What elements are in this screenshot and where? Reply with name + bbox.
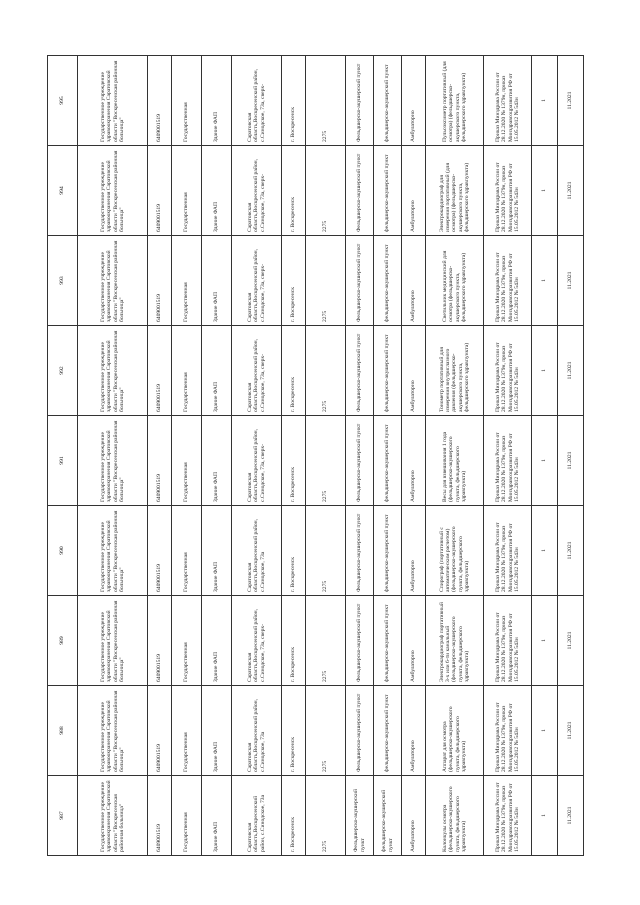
table-row: [148, 56, 172, 856]
table-cell: Приказ Минздрава России от 28.12.2020 № 1379н, приказ Минздравсоцразвития РФ от 15.05.2012 № 543н: [484, 326, 532, 416]
table-cell: Здание ФАП: [202, 506, 232, 596]
table-cell: 1: [532, 596, 558, 686]
table-cell: Саратовская область,Воскресенский район, с.Синодское, 73а: [232, 776, 282, 856]
table-cell: Государственная: [172, 416, 202, 506]
table-cell: Фельдшерско-акушерский пункт: [346, 776, 374, 856]
table-cell: г. Воскресенск: [282, 56, 306, 146]
table-cell: Колонкулы осмотра (фельдшерско-акушерского пункта, фельдшерского здравпункта): [426, 776, 484, 856]
table-row: [282, 56, 306, 856]
table-cell: 990: [48, 506, 78, 596]
table-cell: 2275: [306, 506, 346, 596]
table-row: [484, 56, 532, 856]
table-cell: Приказ Минздрава России от 28.12.2020 № 1379н, приказ Минздравсоцразвития РФ от 15.05.2012 № 543н: [484, 506, 532, 596]
table-row: [306, 56, 346, 856]
table-cell: г. Воскресенск: [282, 236, 306, 326]
table-cell: 1: [532, 56, 558, 146]
table-row: [532, 56, 558, 856]
table-cell: Тонометр портативный для измерения внутриглазного давления (фельдшерско-акушерского пункта, фельдшерского здравпункта): [426, 326, 484, 416]
table-row: [426, 56, 484, 856]
table-row: [232, 56, 282, 856]
table-cell: Здание ФАП: [202, 596, 232, 686]
table-cell: Здание ФАП: [202, 236, 232, 326]
table-cell: Фельдшерско-акушерский пункт: [346, 506, 374, 596]
table-cell: 991: [48, 416, 78, 506]
table-row: [172, 56, 202, 856]
table-cell: Здание ФАП: [202, 326, 232, 416]
table-cell: фельдшерско-акушерский пункт: [374, 506, 402, 596]
table-cell: Амбулаторно: [402, 56, 426, 146]
table-cell: Саратовская область,Воскресенский район, с.Синодское, 73а, сверх-: [232, 146, 282, 236]
rotated-table-wrapper: [47, 56, 583, 856]
table-cell: Фельдшерско-акушерский пункт: [346, 416, 374, 506]
table-cell: 6409001519: [148, 506, 172, 596]
table-cell: Фельдшерско-акушерский пункт: [346, 596, 374, 686]
table-cell: Светильник медицинский для осмотра (фельдшерско-акушерского пункта, фельдшерского здравпункта): [426, 236, 484, 326]
table-cell: Государственное учреждение здравоохранения Саратовской области "Воскресенская районная больница": [78, 686, 148, 776]
table-cell: г. Воскресенск: [282, 146, 306, 236]
table-cell: 6409001519: [148, 326, 172, 416]
table-cell: 994: [48, 146, 78, 236]
table-cell: фельдшерско-акушерский пункт: [374, 686, 402, 776]
table-cell: Государственное учреждение здравоохранения Саратовской области "Воскресенская районная больница": [78, 326, 148, 416]
table-cell: 1: [532, 236, 558, 326]
table-cell: Приказ Минздрава России от 28.12.2020 № 1379н, приказ Минздравсоцразвития РФ от 15.05.2012 № 543н: [484, 146, 532, 236]
table-cell: Приказ Минздрава России от 28.12.2020 № 1379н, приказ Минздравсоцразвития РФ от 15.05.2012 № 543н: [484, 686, 532, 776]
table-cell: 1: [532, 416, 558, 506]
table-cell: Фельдшерско-акушерский пункт: [346, 686, 374, 776]
table-cell: 11.2021: [558, 326, 584, 416]
table-cell: Приказ Минздрава России от 28.12.2020 № 1379н, приказ Минздравсоцразвития РФ от 15.05.2012 № 543н: [484, 776, 532, 856]
table-cell: Амбулаторно: [402, 146, 426, 236]
table-row: [48, 56, 78, 856]
table-cell: Государственная: [172, 326, 202, 416]
table-cell: фельдшерско-акушерский пункт: [374, 416, 402, 506]
table-cell: 1: [532, 686, 558, 776]
table-cell: Здание ФАП: [202, 686, 232, 776]
table-cell: Пульсоксиметр портативный (для осмотра) (фельдшерско-акушерского пункта, фельдшерского здравпункта): [426, 56, 484, 146]
table-cell: Приказ Минздрава России от 28.12.2020 № 1379н, приказ Минздравсоцразвития РФ от 15.05.2012 № 543н: [484, 56, 532, 146]
table-cell: 11.2021: [558, 146, 584, 236]
table-cell: фельдшерско-акушерский пункт: [374, 596, 402, 686]
table-cell: 6409001519: [148, 56, 172, 146]
table-cell: Государственное учреждение здравоохранения Саратовской области "Воскресенская районная больница": [78, 506, 148, 596]
table-cell: Государственное учреждение здравоохранения Саратовской области "Воскресенская районная больница": [78, 236, 148, 326]
table-cell: 993: [48, 236, 78, 326]
table-cell: 2275: [306, 776, 346, 856]
table-cell: Амбулаторно: [402, 236, 426, 326]
table-cell: Фельдшерско-акушерский пункт: [346, 326, 374, 416]
table-cell: 2275: [306, 596, 346, 686]
table-cell: фельдшерско-акушерский пункт: [374, 326, 402, 416]
table-cell: Фельдшерско-акушерский пункт: [346, 236, 374, 326]
table-cell: 1: [532, 326, 558, 416]
table-cell: Государственное учреждение здравоохранения Саратовской области "Воскресенская районная больница": [78, 416, 148, 506]
table-cell: Электрокардиограф портативный 3-х или 6-ти канальный (фельдшерско-акушерского пункта, фельдшерского здравпункта): [426, 596, 484, 686]
table-cell: Электрокардиограф для измерения портативный (для осмотра) (фельдшерско-акушерского пункта, фельдшерского здравпункта): [426, 146, 484, 236]
table-row: [202, 56, 232, 856]
table-cell: Государственное учреждение здравоохранения Саратовской области "Воскресенская районная больница": [78, 596, 148, 686]
table-cell: Саратовская область,Воскресенский район, с.Синодское, 73а, сверх-: [232, 416, 282, 506]
table-cell: Приказ Минздрава России от 28.12.2020 № 1379н, приказ Минздравсоцразвития РФ от 15.05.2012 № 543н: [484, 416, 532, 506]
table-cell: Государственная: [172, 596, 202, 686]
table-cell: Государственное учреждение здравоохранения Саратовской области "Воскресенская районная больница": [78, 776, 148, 856]
table-cell: 11.2021: [558, 56, 584, 146]
table-cell: 6409001519: [148, 146, 172, 236]
table-cell: 989: [48, 596, 78, 686]
equipment-table: [47, 55, 584, 856]
table-cell: 6409001519: [148, 236, 172, 326]
table-cell: Фельдшерско-акушерский пункт: [346, 56, 374, 146]
table-cell: г. Воскресенск: [282, 416, 306, 506]
table-row: [346, 56, 374, 856]
table-cell: 2275: [306, 236, 346, 326]
table-cell: Государственное учреждение здравоохранения Саратовской области "Воскресенская районная больница": [78, 56, 148, 146]
table-cell: Саратовская область,Воскресенский район, с.Синодское, 73а, сверх-: [232, 326, 282, 416]
table-cell: Здание ФАП: [202, 146, 232, 236]
table-cell: Саратовская область,Воскресенский район, с.Синодское, 73а, сверх-: [232, 596, 282, 686]
table-cell: г. Воскресенск: [282, 686, 306, 776]
table-cell: 6409001519: [148, 596, 172, 686]
table-cell: 1: [532, 776, 558, 856]
table-cell: Государственная: [172, 506, 202, 596]
table-cell: Приказ Минздрава России от 28.12.2020 № 1379н, приказ Минздравсоцразвития РФ от 15.05.2012 № 543н: [484, 596, 532, 686]
table-cell: Амбулаторно: [402, 416, 426, 506]
table-cell: Государственная: [172, 236, 202, 326]
table-cell: Государственная: [172, 56, 202, 146]
table-cell: Здание ФАП: [202, 56, 232, 146]
table-cell: 2275: [306, 56, 346, 146]
table-cell: 11.2021: [558, 596, 584, 686]
table-cell: фельдшерско-акушерский пункт: [374, 776, 402, 856]
table-cell: Амбулаторно: [402, 596, 426, 686]
table-row: [402, 56, 426, 856]
table-row: [374, 56, 402, 856]
table-cell: 6409001519: [148, 686, 172, 776]
table-cell: 2275: [306, 326, 346, 416]
table-cell: 11.2021: [558, 686, 584, 776]
table-cell: г. Воскресенск: [282, 596, 306, 686]
table-cell: 11.2021: [558, 416, 584, 506]
table-cell: Саратовская область,Воскресенский район, с.Синодское, 73а, сверх-: [232, 56, 282, 146]
table-cell: 2275: [306, 146, 346, 236]
table-cell: 992: [48, 326, 78, 416]
table-cell: Амбулаторно: [402, 506, 426, 596]
table-cell: Амбулаторно: [402, 686, 426, 776]
table-cell: 1: [532, 506, 558, 596]
table-cell: Приказ Минздрава России от 28.12.2020 № 1379н, приказ Минздравсоцразвития РФ от 15.05.2012 № 543н: [484, 236, 532, 326]
table-cell: Здание ФАП: [202, 776, 232, 856]
table-cell: Государственное учреждение здравоохранения Саратовской области "Воскресенская районная больница": [78, 146, 148, 236]
table-cell: Аппарат для осмотра (фельдшерско-акушерского пункта, фельдшерского здравпункта): [426, 686, 484, 776]
table-cell: Амбулаторно: [402, 776, 426, 856]
table-cell: г. Воскресенск: [282, 506, 306, 596]
table-cell: Фельдшерско-акушерский пункт: [346, 146, 374, 236]
table-cell: Государственная: [172, 776, 202, 856]
table-cell: г. Воскресенск: [282, 776, 306, 856]
table-cell: Саратовская область,Воскресенский район, с.Синодское, 73а: [232, 686, 282, 776]
table-row: [558, 56, 584, 856]
table-cell: фельдшерско-акушерский пункт: [374, 146, 402, 236]
table-cell: Весы для взвешивания 1 года (фельдшерско-акушерского пункта, фельдшерского здравпункта): [426, 416, 484, 506]
table-cell: фельдшерско-акушерский пункт: [374, 56, 402, 146]
table-cell: 988: [48, 686, 78, 776]
table-cell: 2275: [306, 686, 346, 776]
table-cell: Саратовская область,Воскресенский район, с.Синодское, 73а: [232, 506, 282, 596]
table-cell: 1: [532, 146, 558, 236]
table-cell: фельдшерско-акушерский пункт: [374, 236, 402, 326]
table-cell: 11.2021: [558, 236, 584, 326]
table-cell: г. Воскресенск: [282, 326, 306, 416]
table-cell: 2275: [306, 416, 346, 506]
table-cell: Спирограф (портативный с автоматическим расчетом) (фельдшерско-акушерского пункта, фельдшерского здравпункта): [426, 506, 484, 596]
table-cell: 6409001519: [148, 776, 172, 856]
table-cell: 995: [48, 56, 78, 146]
table-cell: Государственная: [172, 686, 202, 776]
table-cell: 987: [48, 776, 78, 856]
table-cell: 11.2021: [558, 776, 584, 856]
table-cell: 6409001519: [148, 416, 172, 506]
table-cell: 11.2021: [558, 506, 584, 596]
table-cell: Государственная: [172, 146, 202, 236]
table-cell: Здание ФАП: [202, 416, 232, 506]
table-cell: Амбулаторно: [402, 326, 426, 416]
table-cell: Саратовская область,Воскресенский район, с.Синодское, 73а, сверх-: [232, 236, 282, 326]
table-row: [78, 56, 148, 856]
